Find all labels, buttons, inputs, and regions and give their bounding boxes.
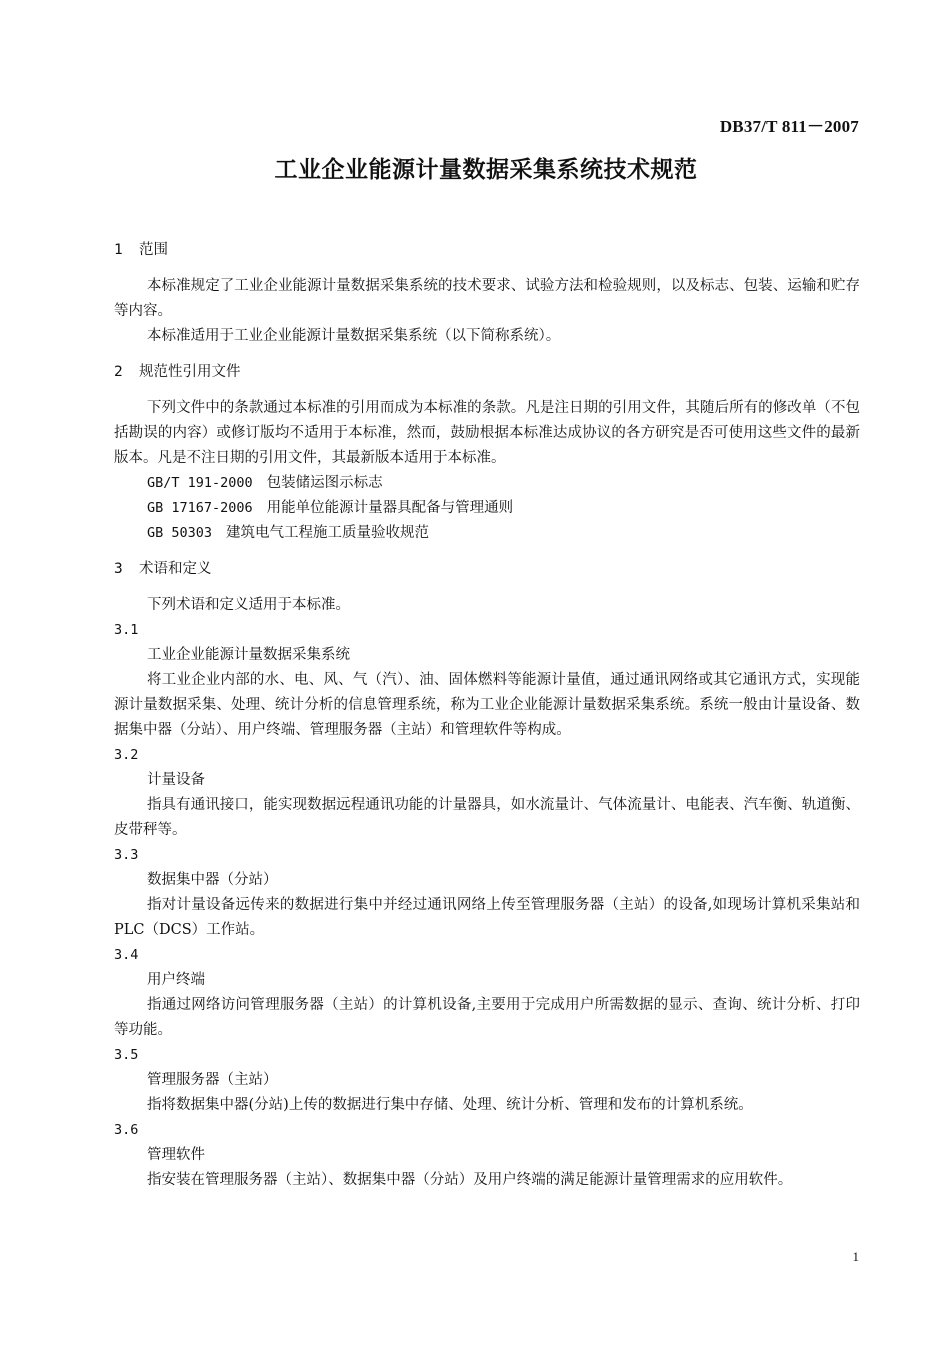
section-heading-normative-references	[114, 360, 860, 385]
term-name: 数据集中器（分站）	[147, 872, 278, 888]
reference-title: 用能单位能源计量器具配备与管理通则	[266, 500, 514, 516]
term-name: 工业企业能源计量数据采集系统	[147, 647, 350, 663]
section-number: 3	[114, 561, 123, 577]
section-title: 术语和定义	[139, 561, 212, 577]
reference-code: GB/T 191-2000	[147, 475, 253, 491]
reference-title: 建筑电气工程施工质量验收规范	[226, 525, 430, 541]
term-name: 计量设备	[147, 772, 205, 788]
section-number: 2	[114, 364, 123, 380]
term-number: 3.5	[114, 1047, 139, 1063]
standard-number: DB37/T 811－2007	[719, 117, 859, 136]
reference-item	[114, 521, 860, 546]
document-body	[114, 238, 860, 1193]
section-number: 1	[114, 242, 123, 258]
reference-title: 包装储运图示标志	[266, 475, 383, 491]
paragraph: 本标准适用于工业企业能源计量数据采集系统（以下简称系统）。	[147, 328, 561, 344]
term-definition: 指安装在管理服务器（主站）、数据集中器（分站）及用户终端的满足能源计量管理需求的应用软件。	[147, 1172, 793, 1188]
paragraph: 下列文件中的条款通过本标准的引用而成为本标准的条款。凡是注日期的引用文件，其随后所有的修改单（不包括勘误的内容）或修订版均不适用于本标准，然而，鼓励根据本标准达成协议的各方研究是否可使用这些文件的最新版本。凡是不注日期的引用文件，其最新版本适用于本标准。	[114, 400, 860, 466]
paragraph: 本标准规定了工业企业能源计量数据采集系统的技术要求、试验方法和检验规则，以及标志、包装、运输和贮存等内容。	[114, 278, 860, 319]
term-number: 3.6	[114, 1122, 139, 1138]
term-name: 管理服务器（主站）	[147, 1072, 278, 1088]
term-number: 3.4	[114, 947, 139, 963]
section-title: 范围	[139, 242, 168, 258]
term-name: 用户终端	[147, 972, 205, 988]
term-definition: 指通过网络访问管理服务器（主站）的计算机设备,主要用于完成用户所需数据的显示、查询、统计分析、打印等功能。	[114, 997, 860, 1038]
term-definition: 指将数据集中器(分站)上传的数据进行集中存储、处理、统计分析、管理和发布的计算机系统。	[147, 1097, 753, 1113]
reference-item	[114, 496, 860, 521]
reference-code: GB 50303	[147, 525, 213, 541]
reference-code: GB 17167-2006	[147, 500, 253, 516]
section-title: 规范性引用文件	[139, 364, 241, 380]
term-definition: 指具有通讯接口，能实现数据远程通讯功能的计量器具，如水流量计、气体流量计、电能表、汽车衡、轨道衡、皮带秤等。	[114, 797, 860, 838]
document-title: 工业企业能源计量数据采集系统技术规范	[274, 157, 698, 183]
term-name: 管理软件	[147, 1147, 205, 1163]
term-number: 3.2	[114, 747, 139, 763]
term-definition: 指对计量设备远传来的数据进行集中并经过通讯网络上传至管理服务器（主站）的设备,如现场计算机采集站和PLC（DCS）工作站。	[114, 897, 860, 938]
reference-item	[114, 471, 860, 496]
page-number: 1	[852, 1249, 859, 1264]
term-number: 3.1	[114, 622, 139, 638]
paragraph: 下列术语和定义适用于本标准。	[147, 597, 350, 613]
term-definition: 将工业企业内部的水、电、风、气（汽）、油、固体燃料等能源计量值，通过通讯网络或其它通讯方式，实现能源计量数据采集、处理、统计分析的信息管理系统，称为工业企业能源计量数据采集系统。系统一般由计量设备、数据集中器（分站）、用户终端、管理服务器（主站）和管理软件等构成。	[114, 672, 860, 738]
section-heading-scope	[114, 238, 860, 263]
section-heading-terms-definitions	[114, 557, 860, 582]
term-number: 3.3	[114, 847, 139, 863]
